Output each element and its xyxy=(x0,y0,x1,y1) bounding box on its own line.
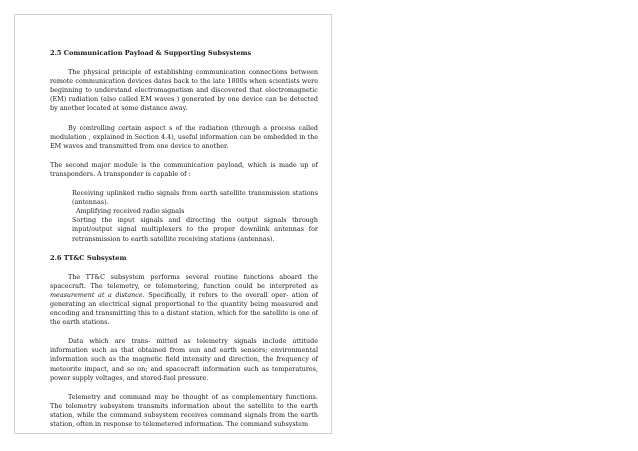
page-content xyxy=(50,49,318,434)
paragraph-text: The TT&C subsystem performs several routine functions aboard the spacecraft. The telemetry, or telemetering, function could be interpreted as xyxy=(50,272,318,290)
paragraph: Data which are trans- mitted as telemetry signals include attitude information such as that obtained from sun and earth sensors; environmental information such as the magnetic field intensity and direction, the frequency of meteorite impact, and so on; and spacecraft information such as temperatures, power supply voltages, and stored-fuel pressure. xyxy=(50,337,318,382)
emphasis-text: measurement at a distance xyxy=(50,290,143,299)
section-heading-2-6: 2.6 TT&C Subsystem xyxy=(50,253,127,262)
section-heading-2-5: 2.5 Communication Payload & Supporting Subsystems xyxy=(50,49,252,57)
paragraph xyxy=(50,273,318,328)
paragraph: Telemetry and command may be thought of as complementary functions. The telemetry subsystem transmits information about the satellite to the earth station, while the command subsystem receives command signals from the earth station, often in response to telemetered information. The command subsystem xyxy=(50,392,318,428)
paragraph: The physical principle of establishing communication connections between remote communication devices dates back to the late 1800s when scientists were beginning to understand electromagnetism and discovered that electromagnetic (EM) radiation (also called EM waves ) generated by one device can be detected by another located at some distance away. xyxy=(50,68,318,113)
list-item: Receiving uplinked radio signals from earth satellite transmission stations (antennas). xyxy=(72,189,318,207)
blank-area xyxy=(338,0,638,451)
list-item: Sorting the input signals and directing the output signals through input/output signal multiplexers to the proper downlink antennas for retransmission to earth satellite receiving stations (antennas). xyxy=(72,216,318,243)
paragraph-text: . Specifically, it refers to the overall oper- ation of generating an electrical signal proportional to the quantity being measured and encoding and transmitting this to a distant station, which for the satellite is one of the earth stations. xyxy=(50,290,318,327)
paragraph: The second major module is the communication payload, which is made up of transponders. A transponder is capable of : xyxy=(50,160,318,178)
list-item: Amplifying received radio signals xyxy=(76,207,185,216)
document-page xyxy=(14,14,332,434)
transponder-capabilities-list xyxy=(50,189,318,244)
paragraph: By controlling certain aspect s of the radiation (through a process called modulation , explained in Section 4.4), useful information can be embedded in the EM waves and transmitted from one device to another. xyxy=(50,123,318,150)
